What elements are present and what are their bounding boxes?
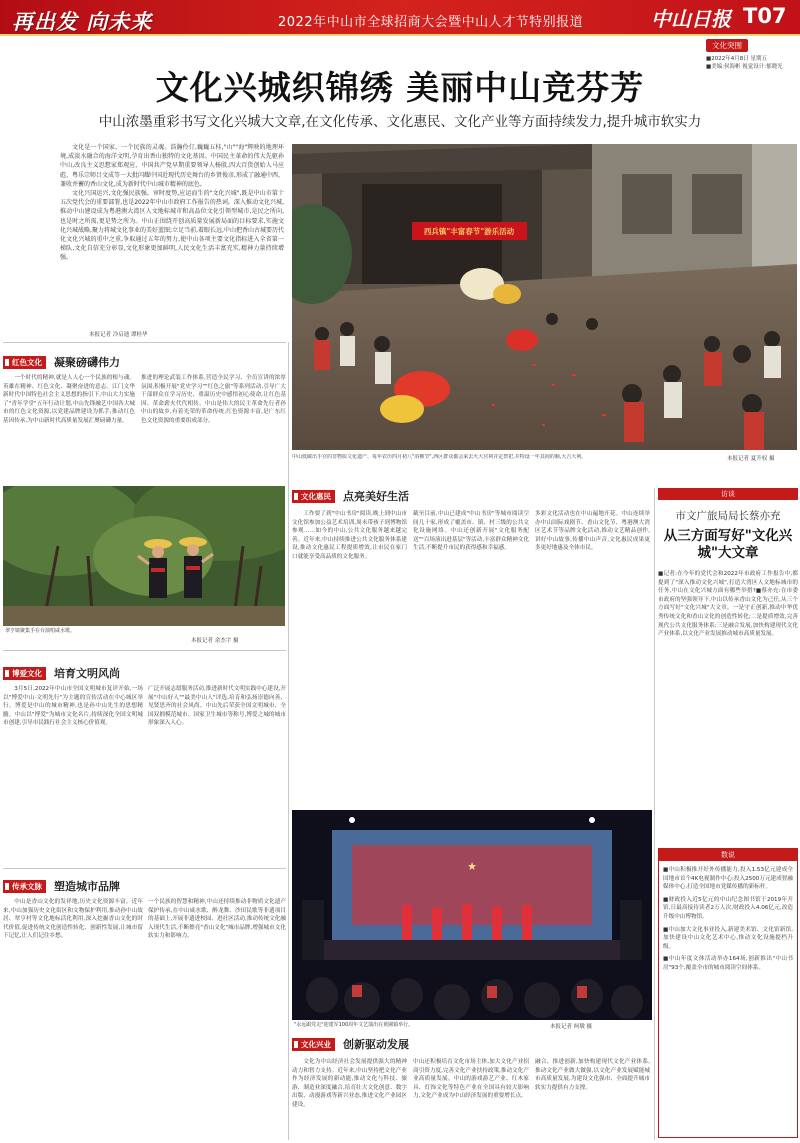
benefit-col2: 截至目前,中山已建成"中山书房"等城市阅读空间几十家,形成了覆盖市、镇、村三级的公共文化设施网络。中山还创新开展"文化服务配送""百场演出进基层"等活动,丰富群众精神文化生活,不断提升市民的获得感和幸福感。: [413, 511, 529, 552]
section-benefit-header: [292, 488, 409, 504]
masthead-logo: 中山日报: [651, 7, 731, 31]
boai-col1: 3月5日,2022年中山市全国文明城市复评开始,一场以"博爱中山·文明先行"为主题的宣传活动在中心城区举行。博爱是中山的城市精神,也是孙中山先生的思想精髓。中山以"博爱"为城市文化名片,持续深化全国文明城市创建,引导市民践行社会主义核心价值观。: [3, 686, 143, 727]
section-tag: 文化兴业: [292, 1038, 335, 1051]
section-title: 点亮美好生活: [343, 490, 409, 503]
section-tag: 文化惠民: [292, 490, 335, 503]
data-box: [658, 848, 798, 1138]
lead-text: [60, 143, 284, 321]
stage-photo-caption: "永远跟党走"迎建军100周年文艺演出在黄圃镇举行。: [294, 1022, 414, 1028]
lead-credit: 本报记者 冷启迪 谭桂华: [89, 332, 148, 338]
benefit-col3: 多彩文化活动也在中山遍地开花。中山连续举办中山国际戏剧节、香山文化节、粤港澳大湾区艺术节等品牌文化活动,推动文艺精品创作,讲好中山故事,传播中山声音,文化惠民成果更多更好地惠及全体市民。: [535, 511, 650, 552]
section-title: 凝聚磅礴伟力: [54, 356, 120, 369]
data-item: ■中山积极推开好外传播能力,投入1.53亿元建成全国地市首个4K电视制作中心;投入2500万元建成智融媒体中心,打造全国地市党媒传播的新标杆。: [663, 867, 793, 891]
red-culture-photo: [3, 486, 285, 626]
main-photo-caption: 中山低碳出手宫的非物质文化遗产、每年农历四月初八"浴佛节",西区群众都会来去火大宫祠并定祭祀,并特设一年其间的顺,大吉大利。: [292, 454, 587, 460]
section-tag: 红色文化: [3, 356, 46, 369]
data-item: ■中山加大文化事业投入,新建美术馆、文化馆新馆,加快建设中山文化艺术中心,推动文化设施提档升级。: [663, 926, 793, 950]
festival-banner-text: 西兵镇"丰富春节"游乐活动: [423, 227, 515, 236]
industry-col3: 融合、推进创新,加快构建现代文化产业体系,推动文化产业做大做强,以文化产业发展赋能城市高质量发展,为建设文化强市、全面提升城市软实力提供有力支撑。: [535, 1059, 650, 1091]
boai-col2: 广泛开展志愿服务活动,推进新时代文明实践中心建设,开展"中山好人""最美中山人"评选,培育和弘扬崇德向善、见贤思齐的社会风尚。中山先后荣获全国文明城市、全国双拥模范城市、国家卫生城市等称号,博爱之城的城市形象深入人心。: [148, 686, 286, 727]
section-tag: 传承文脉: [3, 880, 46, 893]
interview-kicker: 市文广旅局局长蔡亦充: [675, 510, 781, 522]
heritage-col2: 一个民族的智慧和精神,中山还持续推动非物质文化遗产保护传承,在中山咸水歌、醉龙舞、沙田民歌等非遗项目的基础上,开展非遗进校园、进社区活动,推动传统文化融入现代生活,不断擦亮"香山文化"城市品牌,增强城市文化软实力和影响力。: [148, 899, 286, 940]
page-number: T07: [743, 4, 787, 28]
divider: [3, 868, 286, 869]
banner-subtitle: 2022年中山市全球招商大会暨中山人才节特别报道: [278, 15, 584, 30]
svg-text:★: ★: [467, 860, 477, 873]
industry-col1: 文化为中山经济社会发展提供强大的精神动力和智力支持。近年来,中山坚持把文化产业作为经济发展的新动能,推动文化与科技、旅游、制造业深度融合,培育壮大文化创意、数字出版、动漫游戏等新兴业态,推进文化产业园区建设。: [292, 1059, 407, 1108]
lead-paragraph: 文化兴国运兴,文化强民族强。审时度势,应运而生的"文化兴城",既是中山市第十五次党代会的重要部署,也是2022年中山市政府工作报告的热词。深入推动文化兴城,推动中山建设成为粤港澳大湾区人文地标城市和高品位文化引领型城市,是民之所向,也是时之所需,更是势之所为。中山正围绕开创高质量发展新局面的目标要求,实施文化兴城战略,聚力将城文化事业的美好蓝图;立足当前,着眼长远,中山把香山古城要历代化文化兴城的重中之重,争取通过五年的努力,使中山各项主要文化指标进入全省第一梯队,文化自信充分彰显,文化形象更加鲜明,人民文化生活丰富充实,精神力量持续增强。: [60, 190, 284, 262]
section-title: 培育文明风尚: [54, 667, 120, 680]
night-stage-image: [292, 810, 652, 1020]
divider: [3, 342, 286, 343]
red-photo-credit: 本报记者 余杰宇 摄: [191, 638, 239, 644]
section-heritage-header: [3, 878, 120, 894]
red-photo-caption: 翠亨镇聚集手在台演唱咸水歌。: [5, 628, 76, 634]
top-banner: [0, 0, 800, 36]
data-box-title: 数说: [659, 849, 797, 861]
red-culture-col1: 一个时代的精神,就是人人心一个民族的根与魂。英雄在精神、红色文化、凝聚奋进的意志。江门文华新时代中国特色社会主义思想的指引下,中山大力实施了"青年学堂"五年行动计划,中山先锋融艺中国各大城市的红色文化资源,以党建品牌建设为抓手,推动红色基因传承,为中山新时代高质量发展汇聚磅礴力量。: [3, 375, 135, 424]
issue-date: ■2022年4月8日 星期五: [706, 56, 767, 62]
stage-performance-photo: [292, 810, 652, 1020]
data-item: ■中山年度文体活动举办164场,创新推出"中山书房"93个,覆盖全市的城市阅读空间体系。: [663, 956, 793, 971]
section-boai-header: [3, 665, 120, 681]
interview-body: ■记者:在今年的党代会和2022年市政府工作报告中,都提到了"深入推动文化兴城",打造大湾区人文地标城市的任务,中山在文化兴城方面有哪些举措?■蔡亦充:在市委市政府的坚强领导下,中山以传承香山文化为己任,从三个方面写好"文化兴城"大文章。一是守正创新,推动中华优秀传统文化和香山文化的创造性转化;二是提质增效,完善现代公共文化服务体系;三是融合发展,加快构建现代文化产业体系,以文化产业发展推动城市高质量发展。: [658, 571, 798, 638]
benefit-col1: 工作要了到"中山书房"阅读,晚上到中山市文化馆参加公益艺术培训,周末带孩子到博物馆参观……如今的中山,公共文化服务越来越完善。近年来,中山持续推进公共文化服务体系建设,推动文化惠民工程提质增效,让市民在家门口就能享受高品质的文化服务。: [292, 511, 407, 560]
page-editors: ■美编:侯海彬 视觉设计:郁晓光: [706, 64, 783, 70]
interview-tag: 访谈: [658, 488, 798, 500]
section-title: 塑造城市品牌: [54, 880, 120, 893]
red-culture-col2: 推进的理论武装工作体系,营造全民学习、全员宣讲的浓厚氛围,积极开展"党史学习""红色之旅"等系列活动,引导广大干部群众在学习历史、重温历史中感悟初心使命,让红色基因、革命薪火代代相传。中山是伟大的民主革命先行者孙中山的故乡,有着光荣的革命传统,红色资源丰富,是广东红色文化资源的重要组成部分。: [141, 375, 286, 424]
data-item: ■财政投入近5亿元的中山纪念图书馆于2019年开馆,日最高接待读者2万人次,财政投入4.06亿元,改造升级中山博物馆。: [663, 896, 793, 920]
lead-paragraph: 文化是一个国家、一个民族的灵魂。浩瀚伶仃,巍巍五桂,"山""海"辉映的地理环境,成淡水融合的海洋文明,孕育出香山独特的文化基因。中国民主革命的伟大先驱孙中山,改良主义思想家郑观应、中国共产党早期重要领导人杨殷,四大百货创始人马应彪、粤乐宗师吕文成等一大批闪耀中国近现代历史舞台的乡贤俊彦,形成了融通中西、兼收并蓄的香山文化,成为新时代中山城市精神的底色。: [60, 144, 284, 188]
column-divider: [654, 488, 655, 1140]
stage-photo-credit: 本报记者 柯墩 摄: [550, 1024, 592, 1030]
banner-slogan: 再出发 向未来: [12, 10, 153, 34]
section-red-culture-header: [3, 354, 120, 370]
divider: [3, 650, 286, 651]
data-box-items: [659, 861, 797, 978]
main-photo-credit: 本报记者 夏升权 摄: [727, 456, 775, 462]
heritage-col1: 中山是香山文化的发祥地,历史文化资源丰富。近年来,中山加强历史文化街区和文物保护利用,推动孙中山故居、翠亨村等文化地标活化利用,深入挖掘香山文化的时代价值,促进传统文化创造性转化、创新性发展,让城市留下记忆,让人们记住乡愁。: [3, 899, 143, 940]
headline: 文化兴城织锦绣 美丽中山竞芬芳: [155, 68, 645, 107]
column-divider: [288, 342, 289, 1140]
section-stamp: 文化突围: [706, 39, 748, 52]
subheadline: 中山浓墨重彩书写文化兴城大文章,在文化传承、文化惠民、文化产业等方面持续发力,提升城市软实力: [98, 114, 702, 130]
section-industry-header: [292, 1036, 409, 1052]
interview-box: [658, 488, 798, 838]
interview-title: 从三方面写好"文化兴城"大文章: [663, 528, 793, 561]
main-photo-festival: [292, 144, 797, 450]
banyan-singers-image: [3, 486, 285, 626]
section-tag: 博爱文化: [3, 667, 46, 680]
section-title: 创新驱动发展: [343, 1038, 409, 1051]
industry-col2: 中山还积极培育文化市场主体,加大文化产业招商引资力度,完善文化产业扶持政策,推动文化产业高质量发展。中山的游戏游艺产业、红木家具、灯饰文化等特色产业在全国具有较大影响力,文化产业成为中山经济发展的重要增长点。: [413, 1059, 529, 1100]
temple-street-festival-image: [292, 144, 797, 450]
